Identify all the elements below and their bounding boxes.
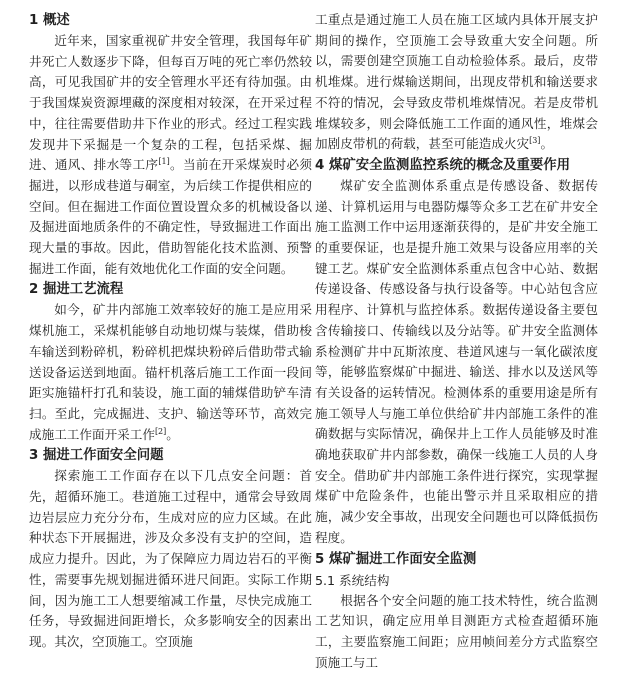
- section-heading-overview: 1 概述: [29, 13, 70, 28]
- left-column: [29, 10, 312, 653]
- monitoring-system-paragraph: 煤矿安全监测体系重点是传感设备、数据传递、计算机运用与电器防爆等众多工艺在矿井安全施工监测工作中运用逐渐获得的，是矿井安全施工的重要保证，也是提升施工效果与设备应用率的关键工艺。煤矿安全监测体系重点包含中心站、数据传递设备、传感设备与执行设备等。中心站包含应用程序、计算机与监控体系。数据传递设备主要包含传输接口、传输线以及分站等。矿井安全监测体系检测矿井中瓦斯浓度、巷道风速与一氧化碳浓度等，能够监察煤矿中掘进、输送、排水以及送风等有关设备的运转情况。检测体系的重要用途是所有施工领导人与施工单位供给矿井内部施工条件的准确数据与实际情况，确保井上工作人员能够及时准确地获取矿井内部参数，确保一线施工人员的人身安全。借助矿井内部施工条件进行探究，实现掌握煤矿中危险条件，也能出警示并且采取相应的措施，减少安全事故，出现安全问题也可以降低损伤程度。: [315, 177, 598, 545]
- section-heading-monitoring-system: 4 煤矿安全监测监控系统的概念及重要作用: [315, 157, 571, 173]
- citation-1: [1]: [158, 157, 170, 167]
- citation-3: [3]: [529, 136, 541, 146]
- section-heading-safety-issues: 3 掘进工作面安全问题: [29, 448, 164, 464]
- safety-issues-paragraph: 探索施工工作面存在以下几点安全问题：首先，超循环施工。巷道施工过程中，通常会导致周边岩层应力充分分布，生成对应的应力区域。在此种状态下开展掘进，涉及众多没有支护的空间，造成应力提升。因此，为了保障应力周边岩石的平衡性，需要事先规划掘进循环进尺间距。实际工作期间，因为施工工人想要缩减工作量，尽快完成施工任务，导致掘进间距增长，众多影响安全的因素出现。其次，空顶施工。空顶施: [29, 468, 312, 649]
- process-paragraph: [29, 300, 312, 445]
- section-heading-process: 2 掘进工艺流程: [29, 282, 124, 298]
- process-text: 如今，矿井内部施工效率较好的施工是应用采煤机施工，采煤机能够自动地切煤与装煤，借助梭车输送到粉碎机，粉碎机把煤块粉碎后借助带式输送设备运送到地面。锚杆机落后施工工作面一段间距实施锚杆打孔和装设，施工面的辅煤借助铲车清扫。至此，完成掘进、支护、输送等环节，高效完成施工工作面开采工作: [29, 302, 312, 442]
- section-heading-face-monitoring: 5 煤矿掘进工作面安全监测: [315, 551, 477, 567]
- safety-issues-text-tail: 。: [540, 136, 554, 152]
- right-column: [315, 10, 598, 673]
- safety-issues-text-continued: 工重点是通过施工人员在施工区域内具体开展支护期间的操作，空顶施工会导致重大安全问题。所以，需要创建空顶施工自动检验体系。最后，皮带机堆煤。进行煤输送期间，出现皮带机和输送要求不符的情况，会导致皮带机堆煤情况。若是皮带机堆煤较多，则会降低施工工作面的通风性，堆煤会加剧皮带机的荷载，甚至可能造成火灾: [315, 12, 598, 152]
- overview-text-tail: 。当前在开采煤炭时必须掘进，以形成巷道与硐室，为后续工作提供相应的空间。但在掘进工作面位置设置众多的机械设备以及掘进面地质条件的不确定性，导致掘进工作面出现大量的事故。因此，借助智能化技术监测、预警掘进工作面，能有效地优化工作面的安全问题。: [29, 157, 313, 276]
- system-structure-paragraph: 根据各个安全问题的施工技术特性，统合监测工艺知识，确定应用单目测距方式检查超循环施工，主要监察施工间距；应用帧间差分方式监察空顶施工与工: [315, 592, 598, 670]
- subsection-heading-system-structure: 5.1 系统结构: [315, 572, 390, 588]
- safety-issues-paragraph-continued: [315, 10, 598, 155]
- citation-2: [2]: [154, 426, 167, 436]
- overview-text: 近年来，国家重视矿井安全管理，我国每年矿井死亡人数逐步下降，但每百万吨的死亡率仍然较高，可见我国矿井的安全管理水平还有待加强。由于我国煤炭资源埋藏的深度相对较深，在开采过程中，往往需要借助井下作业的形式。经过工程实践发现井下采掘是一个复杂的工程，包括采煤、掘进、通风、排水等工序: [29, 33, 312, 173]
- process-text-tail: 。: [166, 426, 179, 442]
- overview-paragraph: [29, 31, 312, 279]
